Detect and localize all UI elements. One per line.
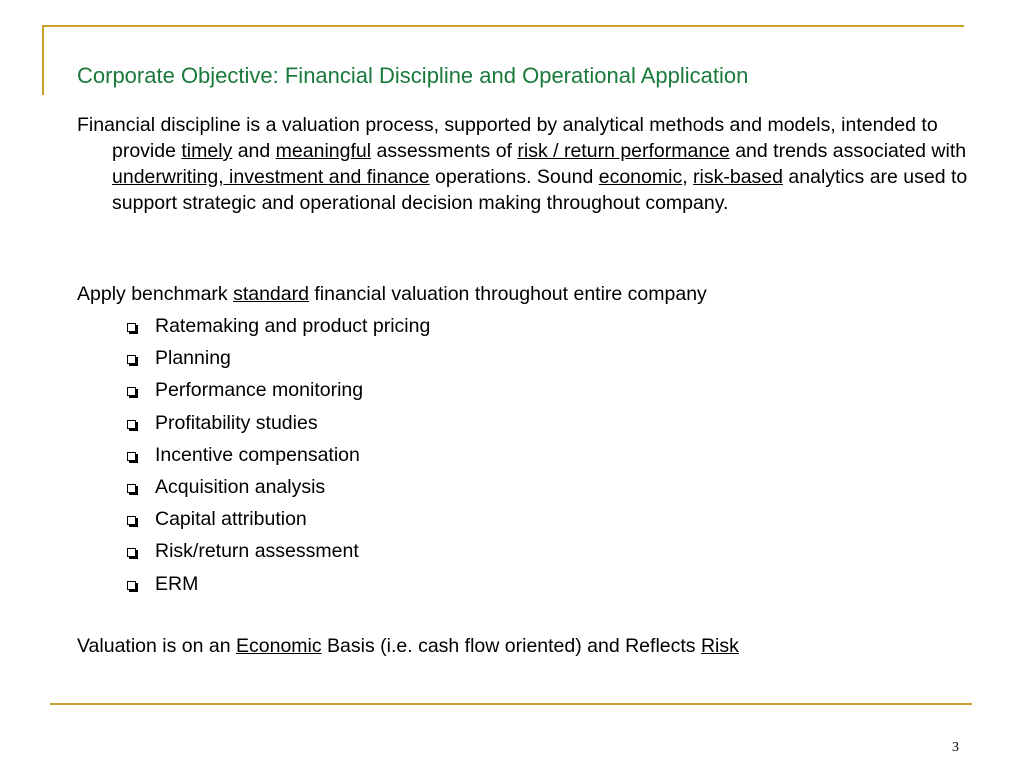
bullet-item	[126, 409, 430, 441]
bullet-label: Ratemaking and product pricing	[155, 315, 431, 337]
p3-text-2: Basis (i.e. cash flow oriented) and Reflects	[321, 635, 701, 657]
bullet-label: Planning	[155, 347, 231, 370]
p3-underline-risk: Risk	[700, 635, 739, 657]
square-bullet-icon	[127, 387, 136, 396]
p1-underline-risk-based: risk-based	[693, 166, 783, 188]
p1-text-3: assessments of	[371, 140, 518, 162]
bullet-item	[126, 344, 430, 376]
paragraph-valuation-basis	[77, 633, 947, 659]
p1-underline-meaningful: meaningful	[275, 140, 372, 162]
p2-text-1: Apply benchmark	[77, 283, 234, 305]
bullet-label: Risk/return assessment	[155, 540, 359, 563]
p1-text-1: Financial discipline is a valuation process, supported by analytical methods and models, intended to provide	[77, 114, 938, 162]
p1-text-6: ,	[682, 166, 694, 188]
square-bullet-icon	[127, 420, 136, 429]
p1-underline-operations: underwriting, investment and finance	[112, 166, 430, 188]
square-bullet-icon	[127, 581, 136, 590]
bullet-label: Profitability studies	[155, 411, 318, 434]
bullet-item	[126, 570, 430, 602]
page-number: 3	[952, 740, 959, 755]
square-bullet-icon	[127, 323, 136, 332]
p1-text-2: and	[232, 140, 276, 162]
p1-underline-timely: timely	[181, 140, 233, 162]
bullet-item	[126, 473, 430, 505]
p3-text-1: Valuation is on an	[77, 635, 236, 657]
paragraph-financial-discipline	[77, 112, 982, 216]
square-bullet-icon	[127, 452, 136, 461]
top-rule	[42, 25, 964, 27]
bullet-label: Acquisition analysis	[155, 475, 326, 498]
square-bullet-icon	[127, 548, 136, 557]
bullet-label: Performance monitoring	[155, 379, 364, 402]
paragraph-apply-benchmark	[77, 281, 947, 307]
p1-underline-risk-return: risk / return performance	[517, 140, 730, 162]
p3-underline-economic: Economic	[236, 635, 322, 657]
bullet-item	[126, 537, 430, 569]
bottom-rule	[50, 703, 972, 705]
bullet-label: Capital attribution	[155, 508, 307, 531]
bullet-item	[126, 505, 430, 537]
bullet-label: ERM	[155, 572, 199, 595]
bullet-item	[126, 441, 430, 473]
slide-title: Corporate Objective: Financial Discipline and Operational Application	[77, 63, 749, 88]
bullet-item	[126, 376, 430, 408]
square-bullet-icon	[127, 355, 136, 364]
p1-underline-economic: economic	[598, 166, 683, 188]
p1-text-5: operations. Sound	[429, 166, 599, 188]
p1-text-7: analytics are used to support strategic and operational decision making throughout company.	[112, 166, 968, 214]
bullet-item	[126, 312, 430, 344]
bullet-label: Incentive compensation	[155, 443, 360, 466]
p2-text-2: financial valuation throughout entire company	[308, 283, 707, 305]
square-bullet-icon	[127, 484, 136, 493]
p1-text-4: and trends associated with	[729, 140, 967, 162]
p2-underline-standard: standard	[233, 283, 309, 305]
left-rule	[42, 25, 44, 95]
square-bullet-icon	[127, 516, 136, 525]
bullet-list	[126, 312, 430, 602]
